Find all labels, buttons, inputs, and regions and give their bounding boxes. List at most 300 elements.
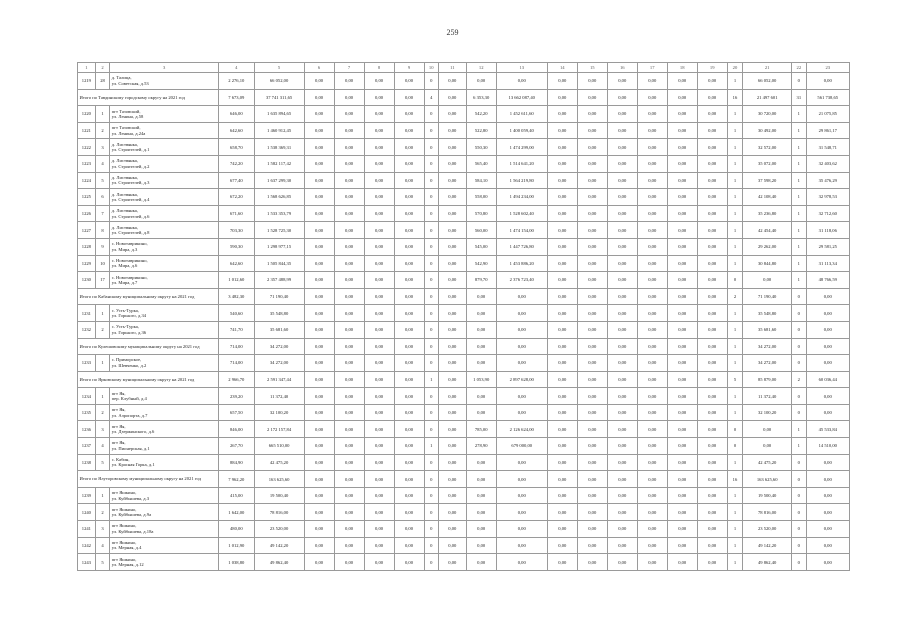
table-cell: 0,00 <box>394 504 424 521</box>
table-cell: 0,00 <box>547 338 577 355</box>
table-cell: 0,00 <box>637 288 667 305</box>
address-cell: д. Листвянка, ул. Строителей, д.3 <box>110 172 219 189</box>
table-cell: 0,00 <box>394 222 424 239</box>
table-cell: 0,00 <box>364 73 394 90</box>
table-cell: 0,00 <box>667 487 697 504</box>
table-cell: 0,00 <box>304 155 334 172</box>
table-cell: 0,00 <box>547 537 577 554</box>
table-cell: 0,00 <box>637 438 667 455</box>
table-cell: 1 538 369,31 <box>254 139 304 156</box>
table-cell: 0 <box>424 155 438 172</box>
table-cell: 0,00 <box>547 172 577 189</box>
table-cell: 0,00 <box>334 238 364 255</box>
table-cell: 0,00 <box>667 73 697 90</box>
table-cell: 0,00 <box>637 89 667 106</box>
table-row <box>78 155 850 172</box>
table-cell: 0 <box>424 106 438 123</box>
table-cell: 0,00 <box>334 554 364 571</box>
table-cell: 0,00 <box>334 205 364 222</box>
table-cell: 0 <box>424 222 438 239</box>
table-cell: 0,00 <box>394 89 424 106</box>
table-cell: 0,00 <box>364 338 394 355</box>
table-cell: 0 <box>424 421 438 438</box>
table-cell: 1224 <box>78 172 96 189</box>
table-cell: 0,00 <box>334 371 364 388</box>
table-cell: 0,00 <box>496 305 547 322</box>
table-cell: 658,70 <box>219 139 255 156</box>
table-cell: 0,00 <box>637 404 667 421</box>
table-cell: 0,00 <box>667 172 697 189</box>
table-cell: 0,00 <box>364 155 394 172</box>
table-cell: 0,00 <box>743 272 792 289</box>
table-cell: 0,00 <box>743 421 792 438</box>
table-cell: 35 681,60 <box>743 321 792 338</box>
table-cell: 1 <box>792 139 806 156</box>
table-cell: 0,00 <box>547 205 577 222</box>
table-cell: 0,00 <box>607 554 637 571</box>
table-cell: 10 <box>95 255 109 272</box>
table-cell: 0,00 <box>438 122 466 139</box>
table-cell: 0,00 <box>577 471 607 488</box>
table-cell: 0,00 <box>667 321 697 338</box>
table-cell: 0,00 <box>334 454 364 471</box>
table-cell: 0,00 <box>697 521 727 538</box>
table-cell: 0,00 <box>637 222 667 239</box>
table-cell: 0,00 <box>334 155 364 172</box>
table-cell: 0,00 <box>607 288 637 305</box>
table-cell: 0,00 <box>304 172 334 189</box>
table-cell: 0,00 <box>334 421 364 438</box>
table-cell: 23 520,00 <box>254 521 304 538</box>
table-cell: 278,90 <box>466 438 496 455</box>
table-cell: 0,00 <box>697 537 727 554</box>
table-cell: 545,00 <box>466 238 496 255</box>
table-cell: 0,00 <box>438 421 466 438</box>
table-cell: 1239 <box>78 487 96 504</box>
table-cell: 1 635 894,65 <box>254 106 304 123</box>
table-cell: 0,00 <box>607 189 637 206</box>
table-cell: 0,00 <box>697 205 727 222</box>
table-cell: 1 514 641,20 <box>496 155 547 172</box>
table-cell: 0 <box>424 537 438 554</box>
table-cell: 0 <box>792 554 806 571</box>
table-cell: 0 <box>792 454 806 471</box>
table-cell: 0,00 <box>304 139 334 156</box>
table-cell: 0,00 <box>577 205 607 222</box>
table-cell: 0,00 <box>496 454 547 471</box>
table-cell: 0,00 <box>637 388 667 405</box>
table-cell: 0,00 <box>394 438 424 455</box>
table-cell: 0,00 <box>496 504 547 521</box>
table-cell: 6 <box>95 189 109 206</box>
table-cell: 0,00 <box>547 238 577 255</box>
table-cell: 0,00 <box>466 288 496 305</box>
table-cell: 3 <box>95 521 109 538</box>
table-cell: 32 100,20 <box>254 404 304 421</box>
table-cell: 677,40 <box>219 172 255 189</box>
table-cell: 0 <box>792 471 806 488</box>
table-cell: 0,00 <box>304 487 334 504</box>
table-cell: 0,00 <box>667 288 697 305</box>
table-cell: 0 <box>424 355 438 372</box>
table-cell: 0,00 <box>547 122 577 139</box>
table-cell: 0,00 <box>304 404 334 421</box>
table-cell: 0,00 <box>304 355 334 372</box>
table-cell: 0 <box>792 73 806 90</box>
table-cell: 0,00 <box>806 321 849 338</box>
table-cell: 0,00 <box>697 122 727 139</box>
table-cell: 0,00 <box>607 305 637 322</box>
table-cell: 0,00 <box>547 404 577 421</box>
table-cell: 0,00 <box>577 155 607 172</box>
address-cell: пгт Тазовский, ул. Ленина, д.58 <box>110 106 219 123</box>
table-cell: 0 <box>727 272 743 289</box>
table-cell: 0 <box>792 288 806 305</box>
table-cell: 0,00 <box>667 471 697 488</box>
table-cell: 0,00 <box>304 388 334 405</box>
address-cell: пгт Яшкино, ул. Куйбышева, д.3 <box>110 487 219 504</box>
table-cell: 0,00 <box>547 155 577 172</box>
table-cell: 0,00 <box>304 238 334 255</box>
column-number-cell: 20 <box>727 63 743 73</box>
data-table <box>77 62 850 571</box>
table-cell: 0,00 <box>806 338 849 355</box>
table-cell: 7 673,09 <box>219 89 255 106</box>
table-cell: 0,00 <box>607 205 637 222</box>
table-cell: 0,00 <box>577 288 607 305</box>
table-cell: 0,00 <box>667 355 697 372</box>
table-cell: 1 <box>727 73 743 90</box>
table-cell: 1 <box>727 255 743 272</box>
table-cell: 0,00 <box>547 355 577 372</box>
table-cell: 558,00 <box>466 189 496 206</box>
table-cell: 0,00 <box>667 454 697 471</box>
table-cell: 0,00 <box>304 222 334 239</box>
table-cell: 0,00 <box>304 321 334 338</box>
table-cell: 267,70 <box>219 438 255 455</box>
table-cell: 0,00 <box>607 139 637 156</box>
table-cell: 0,00 <box>547 222 577 239</box>
table-cell: 0,00 <box>334 438 364 455</box>
table-cell: 60 036,44 <box>806 371 849 388</box>
table-cell: 0,00 <box>697 172 727 189</box>
table-row <box>78 421 850 438</box>
table-cell: 0,00 <box>577 338 607 355</box>
table-cell: 0,00 <box>697 438 727 455</box>
table-cell: 0 <box>792 355 806 372</box>
table-cell: 0,00 <box>438 305 466 322</box>
table-cell: 0,00 <box>334 189 364 206</box>
table-cell: 0,00 <box>637 355 667 372</box>
table-cell: 0,00 <box>547 438 577 455</box>
table-cell: 2 <box>792 371 806 388</box>
table-cell: 0,00 <box>667 139 697 156</box>
table-cell: 714,00 <box>219 338 255 355</box>
table-cell: 0,00 <box>364 222 394 239</box>
table-cell: 1 533 353,79 <box>254 205 304 222</box>
column-number-cell: 2 <box>95 63 109 73</box>
table-cell: 0,00 <box>697 155 727 172</box>
address-cell: д. Листвянка, ул. Строителей, д.6 <box>110 205 219 222</box>
table-cell: 0 <box>727 421 743 438</box>
table-cell: 34 272,00 <box>743 355 792 372</box>
table-cell: 0,00 <box>364 421 394 438</box>
table-cell: 0,00 <box>697 238 727 255</box>
table-cell: 590,30 <box>219 238 255 255</box>
table-cell: 49 862,40 <box>743 554 792 571</box>
table-cell: 0 <box>792 404 806 421</box>
table-cell: 0,00 <box>547 139 577 156</box>
table-cell: 0,00 <box>697 388 727 405</box>
table-cell: 0 <box>792 504 806 521</box>
table-cell: 0,00 <box>697 288 727 305</box>
address-cell: д. Листвянка, ул. Строителей, д.4 <box>110 189 219 206</box>
table-cell: 0,00 <box>607 438 637 455</box>
table-cell: 0,00 <box>304 438 334 455</box>
table-cell: 1229 <box>78 255 96 272</box>
table-cell: 0,00 <box>394 189 424 206</box>
table-row <box>78 305 850 322</box>
table-cell: 584,10 <box>466 172 496 189</box>
table-cell: 0,00 <box>607 106 637 123</box>
table-cell: 0,00 <box>667 388 697 405</box>
table-cell: 0,00 <box>364 504 394 521</box>
table-cell: 0,00 <box>304 106 334 123</box>
table-cell: 0,00 <box>607 155 637 172</box>
table-cell: 1 <box>95 355 109 372</box>
table-cell: 1230 <box>78 272 96 289</box>
table-cell: 32 978,53 <box>806 189 849 206</box>
column-number-cell: 18 <box>667 63 697 73</box>
subtotal-row <box>78 288 850 305</box>
table-cell: 0,00 <box>697 73 727 90</box>
table-cell: 1 505 844,35 <box>254 255 304 272</box>
table-cell: 1 053,90 <box>466 371 496 388</box>
table-cell: 19 500,40 <box>743 487 792 504</box>
table-cell: 1 <box>792 238 806 255</box>
column-number-cell: 4 <box>219 63 255 73</box>
table-cell: 703,30 <box>219 222 255 239</box>
table-cell: 0,00 <box>466 355 496 372</box>
table-cell: 0,00 <box>334 471 364 488</box>
table-cell: 42 108,40 <box>743 189 792 206</box>
column-number-cell: 8 <box>364 63 394 73</box>
table-cell: 1 642,00 <box>219 504 255 521</box>
table-cell: 42 475,20 <box>743 454 792 471</box>
subtotal-row <box>78 338 850 355</box>
address-cell: с. Приморское, ул. Шевченко, д.2 <box>110 355 219 372</box>
table-cell: 0 <box>424 554 438 571</box>
table-cell: 0,00 <box>438 321 466 338</box>
table-cell: 846,00 <box>219 421 255 438</box>
table-cell: 1 <box>792 255 806 272</box>
table-row <box>78 454 850 471</box>
table-cell: 0,00 <box>607 471 637 488</box>
table-cell: 0,00 <box>466 73 496 90</box>
table-cell: 0,00 <box>697 554 727 571</box>
table-cell: 0,00 <box>577 172 607 189</box>
table-cell: 0,00 <box>334 521 364 538</box>
table-cell: 0,00 <box>334 537 364 554</box>
table-cell: 0,00 <box>697 305 727 322</box>
table-cell: 17 <box>95 272 109 289</box>
table-cell: 0,00 <box>637 537 667 554</box>
table-cell: 0,00 <box>667 89 697 106</box>
table-cell: 0,00 <box>607 454 637 471</box>
column-number-cell: 5 <box>254 63 304 73</box>
table-cell: 0,00 <box>577 321 607 338</box>
table-cell: 0,00 <box>496 404 547 421</box>
table-cell: 0,00 <box>438 404 466 421</box>
table-cell: 0,00 <box>394 238 424 255</box>
address-cell: с. Усть-Турка, ул. Горького, д.34 <box>110 305 219 322</box>
table-cell: 0 <box>424 255 438 272</box>
table-cell: 0,00 <box>466 504 496 521</box>
table-cell: 1 <box>727 106 743 123</box>
table-cell: 0,00 <box>394 288 424 305</box>
table-cell: 0,00 <box>496 471 547 488</box>
table-row <box>78 222 850 239</box>
table-cell: 0,00 <box>743 438 792 455</box>
table-cell: 34 272,00 <box>254 355 304 372</box>
table-cell: 0,00 <box>697 487 727 504</box>
table-cell: 0 <box>424 238 438 255</box>
table-cell: 0,00 <box>394 454 424 471</box>
table-cell: 0,00 <box>637 338 667 355</box>
table-cell: 1 <box>95 305 109 322</box>
table-cell: 0,00 <box>547 189 577 206</box>
table-cell: 0,00 <box>364 388 394 405</box>
table-cell: 0,00 <box>577 421 607 438</box>
table-cell: 0,00 <box>607 122 637 139</box>
table-cell: 71 190,40 <box>254 288 304 305</box>
table-row <box>78 189 850 206</box>
table-cell: 0,00 <box>438 521 466 538</box>
table-cell: 5 <box>727 371 743 388</box>
table-cell: 0,00 <box>334 321 364 338</box>
table-cell: 0,00 <box>364 106 394 123</box>
table-cell: 35 548,80 <box>743 305 792 322</box>
table-cell: 0 <box>727 438 743 455</box>
table-cell: 49 142,20 <box>743 537 792 554</box>
table-cell: 45 533,84 <box>806 421 849 438</box>
table-cell: 0,00 <box>394 106 424 123</box>
table-cell: 1 <box>727 155 743 172</box>
table-cell: 0,00 <box>438 504 466 521</box>
table-cell: 671,60 <box>219 205 255 222</box>
table-row <box>78 504 850 521</box>
table-cell: 0,00 <box>806 521 849 538</box>
table-cell: 0,00 <box>667 122 697 139</box>
table-cell: 0 <box>424 305 438 322</box>
table-cell: 2 <box>95 122 109 139</box>
table-cell: 1 <box>727 321 743 338</box>
subtotal-row <box>78 471 850 488</box>
table-cell: 0,00 <box>496 288 547 305</box>
table-row <box>78 487 850 504</box>
table-cell: 0,00 <box>697 471 727 488</box>
table-cell: 0,00 <box>577 454 607 471</box>
table-cell: 0,00 <box>637 487 667 504</box>
table-cell: 1 <box>727 487 743 504</box>
address-cell: пгт Яшкино, ул. Куйбышева, д.9а <box>110 504 219 521</box>
table-cell: 0,00 <box>547 255 577 272</box>
table-cell: 1 <box>792 122 806 139</box>
table-cell: 0,00 <box>637 421 667 438</box>
table-cell: 66 052,00 <box>743 73 792 90</box>
table-cell: 1226 <box>78 205 96 222</box>
table-cell: 1 <box>727 521 743 538</box>
table-cell: 0,00 <box>607 371 637 388</box>
table-cell: 0,00 <box>637 454 667 471</box>
table-cell: 0,00 <box>304 189 334 206</box>
table-cell: 0,00 <box>466 388 496 405</box>
table-cell: 1227 <box>78 222 96 239</box>
table-cell: 0,00 <box>466 338 496 355</box>
table-cell: 0,00 <box>577 222 607 239</box>
table-cell: 679 000,00 <box>496 438 547 455</box>
subtotal-row <box>78 371 850 388</box>
table-cell: 34 272,00 <box>254 338 304 355</box>
table-cell: 0,00 <box>607 404 637 421</box>
table-cell: 0 <box>424 272 438 289</box>
table-cell: 714,00 <box>219 355 255 372</box>
table-cell: 1 453 886,20 <box>496 255 547 272</box>
column-number-cell: 9 <box>394 63 424 73</box>
column-number-cell: 17 <box>637 63 667 73</box>
table-cell: 0 <box>792 305 806 322</box>
table-cell: 0,00 <box>364 404 394 421</box>
table-cell: 0,00 <box>466 404 496 421</box>
table-cell: 0,00 <box>364 521 394 538</box>
table-cell: 1 <box>727 554 743 571</box>
table-cell: 0,00 <box>364 438 394 455</box>
table-cell: 2 591 347,44 <box>254 371 304 388</box>
table-cell: 35 236,80 <box>743 205 792 222</box>
table-cell: 0,00 <box>547 106 577 123</box>
table-cell: 1 452 611,60 <box>496 106 547 123</box>
table-cell: 0,00 <box>438 189 466 206</box>
table-cell: 1 <box>792 222 806 239</box>
column-number-cell: 15 <box>577 63 607 73</box>
table-cell: 785,00 <box>466 421 496 438</box>
table-cell: 0,00 <box>667 421 697 438</box>
table-cell: 0,00 <box>637 272 667 289</box>
table-cell: 0,00 <box>607 537 637 554</box>
table-cell: 42 475,20 <box>254 454 304 471</box>
table-cell: 542,90 <box>466 255 496 272</box>
table-cell: 1 <box>727 189 743 206</box>
table-cell: 1243 <box>78 554 96 571</box>
table-cell: 0,00 <box>637 172 667 189</box>
table-cell: 0 <box>424 139 438 156</box>
table-cell: 7 962,20 <box>219 471 255 488</box>
table-cell: 0,00 <box>607 521 637 538</box>
table-cell: 0,00 <box>607 388 637 405</box>
table-cell: 1 474 154,00 <box>496 222 547 239</box>
table-cell: 540,60 <box>219 305 255 322</box>
table-cell: 0,00 <box>496 338 547 355</box>
column-number-cell: 23 <box>806 63 849 73</box>
table-cell: 0,00 <box>607 238 637 255</box>
table-cell: 415,00 <box>219 487 255 504</box>
table-cell: 0,00 <box>496 537 547 554</box>
table-cell: 1223 <box>78 155 96 172</box>
table-cell: 42 454,40 <box>743 222 792 239</box>
table-cell: 1 <box>727 338 743 355</box>
table-cell: 31 <box>792 89 806 106</box>
table-cell: 0,00 <box>334 122 364 139</box>
